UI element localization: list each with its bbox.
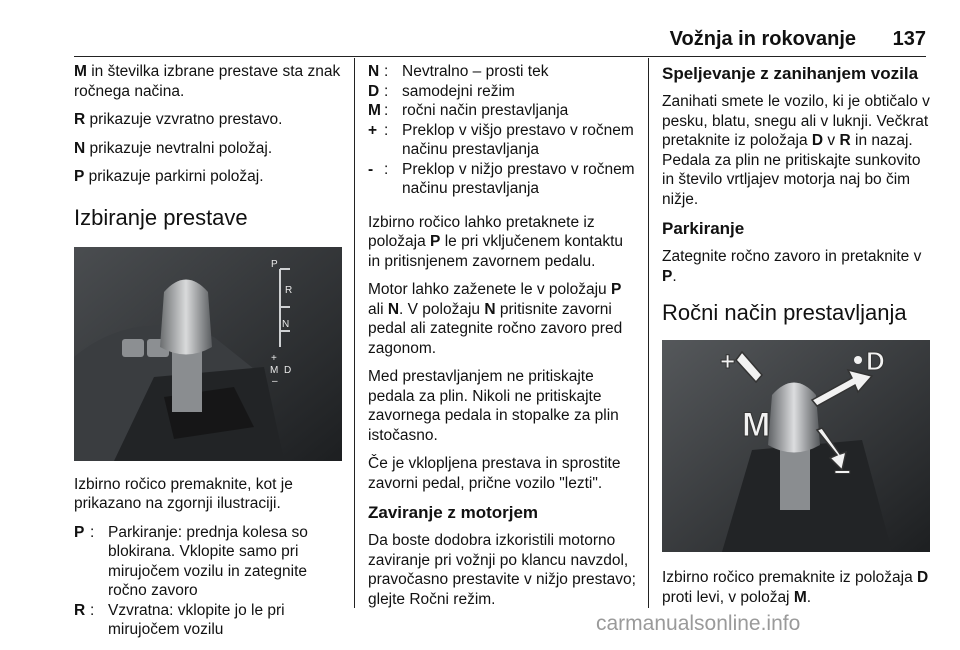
- paragraph-start: Motor lahko zaženete le v položaju P ali N. V položaju N pritisnite zavorni pedal ali zategnite ročno zavoro pred zagonom.: [368, 281, 623, 357]
- column-2: [368, 62, 636, 618]
- paragraph-manual: Izbirno ročico premaknite iz položaja D proti levi, v položaj M.: [662, 569, 929, 606]
- label-d: D: [284, 364, 292, 376]
- intro-n: N prikazuje nevtralni položaj.: [74, 139, 273, 157]
- definition-row: D : samodejni režim: [368, 82, 515, 100]
- paragraph-parking: Zategnite ročno zavoro in pretaknite v P.: [662, 248, 922, 285]
- paragraph-ignition: Izbirno ročico lahko pretaknete iz položaja P le pri vključenem kontaktu in pritisnjenem zavornem pedalu.: [368, 213, 624, 270]
- chapter-title: Vožnja in rokovanje: [669, 28, 856, 50]
- label-m: M: [270, 364, 279, 376]
- section-heading-gear-selection: Izbiranje prestave: [74, 204, 248, 230]
- intro-r: R prikazuje vzvratno prestavo.: [74, 111, 283, 128]
- position-definitions-1: [74, 523, 342, 640]
- page-number: 137: [892, 28, 926, 50]
- intro-m: M in številka izbrane prestave sta znak ročnega načina.: [74, 63, 341, 100]
- label-n: N: [282, 318, 290, 330]
- label-p: P: [271, 258, 278, 270]
- heading-engine-braking: Zaviranje z motorjem: [368, 503, 539, 522]
- paragraph-rocking: Zanihati smete le vozilo, ki je obtičalo v pesku, blatu, snegu ali v luknji. Večkrat pretaknite iz položaja D v R in nazaj. Pedala za plin ne pritiskajte sunkovito in število vrtljajev motorja naj bo čim nižje.: [662, 93, 930, 208]
- header-rule: [74, 56, 926, 57]
- page-header: [74, 22, 926, 52]
- column-3: [662, 62, 930, 616]
- heading-parking: Parkiranje: [662, 219, 745, 238]
- column-divider-2: [648, 58, 649, 608]
- gear-selector-illustration: [74, 247, 342, 461]
- label-plus: +: [271, 352, 277, 364]
- paragraph-creep: Če je vklopljena prestava in sprostite zavorni pedal, prične vozilo "lezti".: [368, 455, 621, 492]
- section-heading-manual-mode: Ročni način prestavljanja: [662, 300, 907, 325]
- label-m-manual: M: [742, 406, 771, 444]
- definition-row: - : Preklop v nižjo prestavo v ročnem načinu prestavljanja: [368, 160, 635, 197]
- definition-row: N : Nevtralno – prosti tek: [368, 63, 549, 80]
- definition-row: M : ročni način prestavljanja: [368, 102, 569, 119]
- fig-caption: Izbirno ročico premaknite, kot je prikazano na zgornji ilustraciji.: [74, 475, 293, 512]
- definition-row: + : Preklop v višjo prestavo v ročnem načinu prestavljanja: [368, 121, 634, 158]
- label-minus-manual: –: [834, 454, 851, 487]
- paragraph-engine-braking: Da boste dodobra izkoristili motorno zaviranje pri vožnji po klancu navzdol, pravočasno prestavite v nižjo prestavo; glejte Ročni režim.: [368, 532, 636, 608]
- manual-lever-image: [662, 340, 930, 552]
- label-d-manual: D: [866, 346, 885, 376]
- label-plus-manual: +: [720, 346, 736, 376]
- definition-row: R : Vzvratna: vklopite jo le pri mirujočem vozilu: [74, 601, 285, 638]
- position-definitions-2: [368, 62, 636, 199]
- heading-rocking: Speljevanje z zanihanjem vozila: [662, 64, 919, 83]
- manual-mode-illustration: [662, 340, 930, 552]
- watermark-text: carmanualsonline.info: [596, 612, 801, 635]
- label-minus: –: [272, 375, 278, 387]
- label-r: R: [285, 284, 293, 296]
- paragraph-pedals: Med prestavljanjem ne pritiskajte pedala za plin. Nikoli ne pritiskajte zavornega pedala in stopalke za plin istočasno.: [368, 368, 619, 444]
- intro-p: P prikazuje parkirni položaj.: [74, 168, 264, 185]
- column-divider-1: [354, 58, 355, 608]
- gear-lever-image: [74, 247, 342, 461]
- definition-row: P : Parkiranje: prednja kolesa so blokirana. Vklopite samo pri mirujočem vozilu in zategnite ročno zavoro: [74, 523, 308, 599]
- column-1: [74, 62, 342, 650]
